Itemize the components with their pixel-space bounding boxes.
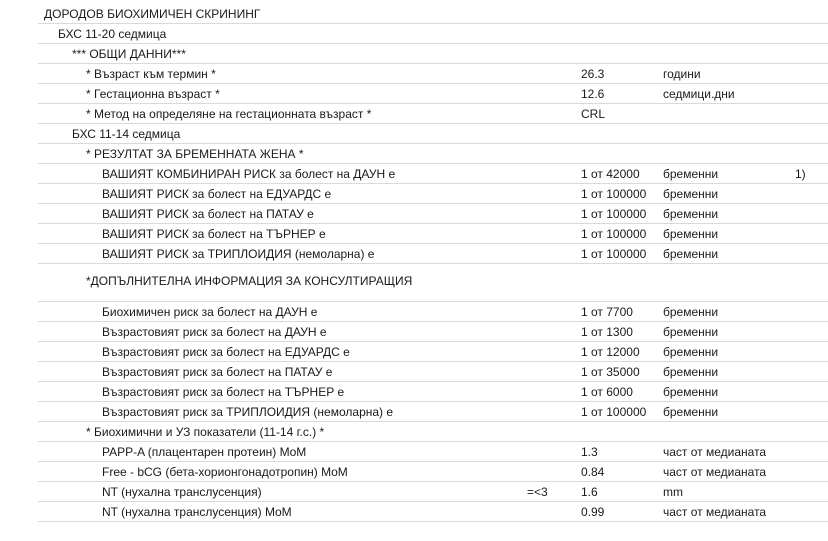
additional-risk-value: 1 от 12000	[581, 344, 640, 359]
risk-row	[38, 224, 828, 244]
additional-risk-label: Биохимичен риск за болест на ДАУН е	[102, 304, 318, 319]
section-row	[38, 24, 828, 44]
marker-unit: част от медианата	[663, 444, 767, 459]
risk-value: 1 от 100000	[581, 226, 647, 241]
risk-value: 1 от 100000	[581, 186, 647, 201]
marker-row	[38, 442, 828, 462]
markers-header: * Биохимични и УЗ показатели (11-14 г.с.) *	[86, 424, 325, 439]
group-header-row	[38, 422, 828, 442]
report-title-row	[38, 5, 828, 24]
risk-label: ВАШИЯТ РИСК за ТРИПЛОИДИЯ (немоларна) е	[102, 246, 375, 261]
risk-value: 1 от 42000	[581, 166, 640, 181]
marker-label: Free - bCG (бета-хорионгонадотропин) MoM	[102, 464, 348, 479]
general-data-label: * Гестационна възраст *	[86, 86, 220, 101]
additional-risk-label: Възрастовият риск за ТРИПЛОИДИЯ (немоларна) е	[102, 404, 394, 419]
risk-value: 1 от 100000	[581, 246, 647, 261]
additional-risk-unit: бременни	[663, 384, 719, 399]
additional-risk-label: Възрастовият риск за болест на ДАУН е	[102, 324, 327, 339]
marker-label: PAPP-A (плацентарен протеин) MoM	[102, 444, 307, 459]
general-data-value: CRL	[581, 106, 606, 121]
risk-unit: бременни	[663, 246, 719, 261]
additional-risk-unit: бременни	[663, 324, 719, 339]
marker-value: 0.84	[581, 464, 605, 479]
additional-info-header: *ДОПЪЛНИТЕЛНА ИНФОРМАЦИЯ ЗА КОНСУЛТИРАЩИЯ	[86, 274, 413, 288]
risk-unit: бременни	[663, 166, 719, 181]
risk-value: 1 от 100000	[581, 206, 647, 221]
general-data-value: 12.6	[581, 86, 605, 101]
general-data-unit: години	[663, 66, 701, 81]
additional-risk-value: 1 от 100000	[581, 404, 647, 419]
report-title: ДОРОДОВ БИОХИМИЧЕН СКРИНИНГ	[44, 7, 261, 21]
additional-risk-row	[38, 382, 828, 402]
risk-unit: бременни	[663, 206, 719, 221]
marker-unit: част от медианата	[663, 464, 767, 479]
additional-risk-value: 1 от 1300	[581, 324, 633, 339]
section-title-11-14: БХС 11-14 седмица	[72, 126, 181, 141]
additional-risk-unit: бременни	[663, 404, 719, 419]
additional-risk-label: Възрастовият риск за болест на ТЪРНЕР е	[102, 384, 345, 399]
marker-label: NT (нухална транслусенция)	[102, 484, 262, 499]
risk-row	[38, 184, 828, 204]
risk-row	[38, 244, 828, 264]
additional-risk-label: Възрастовият риск за болест на ПАТАУ е	[102, 364, 333, 379]
additional-risk-unit: бременни	[663, 344, 719, 359]
risk-label: ВАШИЯТ РИСК за болест на ЕДУАРДС е	[102, 186, 332, 201]
marker-unit: част от медианата	[663, 504, 767, 519]
marker-value: 1.3	[581, 444, 598, 459]
risk-unit: бременни	[663, 226, 719, 241]
risk-label: ВАШИЯТ КОМБИНИРАН РИСК за болест на ДАУН е	[102, 166, 396, 181]
section-title-11-20: БХС 11-20 седмица	[58, 26, 167, 41]
additional-risk-row	[38, 402, 828, 422]
general-data-unit: седмици.дни	[663, 86, 735, 101]
marker-value: 1.6	[581, 484, 598, 499]
section-row	[38, 124, 828, 144]
risk-unit: бременни	[663, 186, 719, 201]
additional-risk-value: 1 от 6000	[581, 384, 633, 399]
group-header-row	[38, 44, 828, 64]
risk-label: ВАШИЯТ РИСК за болест на ТЪРНЕР е	[102, 226, 326, 241]
general-data-row	[38, 104, 828, 124]
result-header: * РЕЗУЛТАТ ЗА БРЕМЕННАТА ЖЕНА *	[86, 146, 304, 161]
risk-footnote: 1)	[795, 166, 806, 181]
additional-risk-value: 1 от 7700	[581, 304, 633, 319]
marker-unit: mm	[663, 484, 683, 499]
risk-row	[38, 204, 828, 224]
marker-label: NT (нухална транслусенция) MoM	[102, 504, 292, 519]
risk-label: ВАШИЯТ РИСК за болест на ПАТАУ е	[102, 206, 314, 221]
additional-risk-row	[38, 362, 828, 382]
additional-info-header-row	[38, 264, 828, 302]
additional-risk-row	[38, 302, 828, 322]
additional-risk-row	[38, 342, 828, 362]
general-data-label: * Възраст към термин *	[86, 66, 216, 81]
general-data-row	[38, 64, 828, 84]
risk-row	[38, 164, 828, 184]
additional-risk-row	[38, 322, 828, 342]
marker-row	[38, 482, 828, 502]
general-data-value: 26.3	[581, 66, 605, 81]
general-data-row	[38, 84, 828, 104]
marker-value: 0.99	[581, 504, 605, 519]
general-data-label: * Метод на определяне на гестационната възраст *	[86, 106, 372, 121]
additional-risk-unit: бременни	[663, 364, 719, 379]
group-header-row	[38, 144, 828, 164]
marker-row	[38, 462, 828, 482]
additional-risk-label: Възрастовият риск за болест на ЕДУАРДС е	[102, 344, 350, 359]
additional-risk-unit: бременни	[663, 304, 719, 319]
marker-reference-limit: =<3	[527, 484, 548, 499]
additional-risk-value: 1 от 35000	[581, 364, 640, 379]
general-data-header: *** ОБЩИ ДАННИ***	[72, 46, 186, 61]
marker-row	[38, 502, 828, 522]
